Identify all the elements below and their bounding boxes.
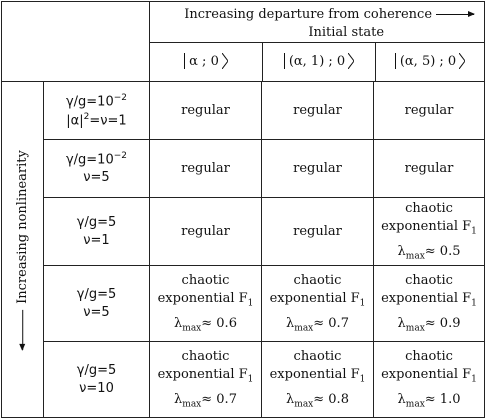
result-text: regular [181,160,230,176]
ket-2 [280,53,358,71]
result-text: chaotic [293,272,342,288]
result-sub: 1 [247,374,254,385]
param-text: γ/g=5 [76,362,117,378]
state-label-2: (α, 1) ; 0 [288,53,346,69]
lambda-sub: max [405,399,425,410]
result-text: chaotic [405,272,453,288]
lambda-sub: max [182,399,202,410]
param-row-5 [44,342,150,418]
corner-cell [2,2,150,82]
result-text: regular [293,160,342,176]
param-text: γ/g=10 [65,93,114,109]
ket-angle-icon [222,53,228,69]
result-text: exponential F [157,366,248,382]
down-arrow-icon [22,309,23,349]
result-cell [150,198,262,266]
result-text: chaotic [405,200,453,216]
lambda-symbol: λ [397,316,406,332]
result-cell [374,342,485,418]
lambda-sub: max [294,323,314,334]
param-text: ν=5 [83,304,110,320]
result-cell [262,140,374,198]
lambda-sub: max [294,399,314,410]
results-table [1,1,485,418]
result-cell [262,198,374,266]
lambda-sub: max [182,323,202,334]
ket-bar-icon [284,53,285,69]
lambda-symbol: λ [174,392,183,408]
left-label-cell [2,82,44,418]
result-text: exponential F [381,366,472,382]
param-text: γ/g=5 [76,286,117,302]
result-text: exponential F [381,218,472,234]
lambda-line [262,391,373,411]
ket-bar-icon [184,53,185,69]
result-cell [374,140,485,198]
lambda-symbol: λ [286,392,295,408]
state-cell-2 [263,42,376,81]
param-row-1 [44,82,150,140]
param-text: ν=10 [79,380,114,396]
result-cell [374,82,485,140]
result-cell [262,82,374,140]
lambda-symbol: λ [174,316,183,332]
result-text: exponential F [381,290,472,306]
param-row-2 [44,140,150,198]
left-label [14,150,32,350]
param-sup: 2 [83,111,90,122]
param-text: ν=1 [83,232,110,248]
result-text: chaotic [181,348,230,364]
state-cell-1 [150,42,263,81]
right-arrow-icon [436,14,474,15]
lambda-line [150,315,261,335]
param-text: γ/g=10 [65,152,114,168]
lambda-line [374,243,484,263]
result-cell [150,82,262,140]
param-sup: −2 [113,92,128,103]
result-text: chaotic [293,348,342,364]
result-cell [374,198,485,266]
result-cell [150,266,262,342]
result-text: exponential F [157,290,248,306]
header-sub-text: Initial state [308,24,385,40]
lambda-line [374,391,484,411]
param-text: =ν=1 [89,112,127,128]
result-sub: 1 [359,298,366,309]
ket-angle-icon [459,53,465,69]
param-row-4 [44,266,150,342]
ket-1 [180,53,232,71]
lambda-symbol: λ [397,392,406,408]
lambda-sub: max [405,251,425,262]
header-top-text: Increasing departure from coherence [184,7,433,22]
lambda-sub: max [405,323,425,334]
lambda-line [374,315,484,335]
lambda-line [262,315,373,335]
lambda-line [150,391,261,411]
result-text: regular [293,102,342,118]
result-cell [374,266,485,342]
lambda-value: ≈ 1.0 [424,392,461,408]
state-label-1: α ; 0 [189,53,219,69]
result-cell [150,140,262,198]
left-label-text: Increasing nonlinearity [14,149,30,304]
result-text: exponential F [269,290,360,306]
lambda-value: ≈ 0.7 [313,316,349,332]
param-text: γ/g=5 [76,214,117,230]
result-text: regular [181,223,230,239]
result-sub: 1 [471,298,477,309]
header-top [150,2,484,42]
lambda-value: ≈ 0.6 [201,316,237,332]
result-text: regular [404,160,454,176]
lambda-value: ≈ 0.5 [424,244,461,260]
result-sub: 1 [359,374,366,385]
lambda-symbol: λ [286,316,295,332]
param-text: |α| [66,112,84,128]
lambda-value: ≈ 0.8 [313,392,349,408]
state-label-3: (α, 5) ; 0 [399,53,457,69]
result-cell [150,342,262,418]
lambda-symbol: λ [397,244,406,260]
ket-angle-icon [348,53,354,69]
result-sub: 1 [247,298,254,309]
param-text: ν=5 [83,170,110,186]
result-text: chaotic [405,348,453,364]
result-cell [262,342,374,418]
result-text: exponential F [269,366,360,382]
result-text: regular [181,102,230,118]
lambda-value: ≈ 0.7 [201,392,237,408]
param-row-3 [44,198,150,266]
ket-bar-icon [395,53,396,69]
lambda-value: ≈ 0.9 [424,316,461,332]
header-inner [150,2,484,81]
result-cell [262,266,374,342]
result-sub: 1 [471,226,477,237]
ket-3 [391,53,469,71]
result-text: regular [293,223,342,239]
header-cell [150,2,485,82]
param-sup: −2 [113,151,128,162]
result-sub: 1 [471,374,477,385]
result-text: regular [404,102,454,118]
result-text: chaotic [181,272,230,288]
state-cell-3 [376,42,485,81]
